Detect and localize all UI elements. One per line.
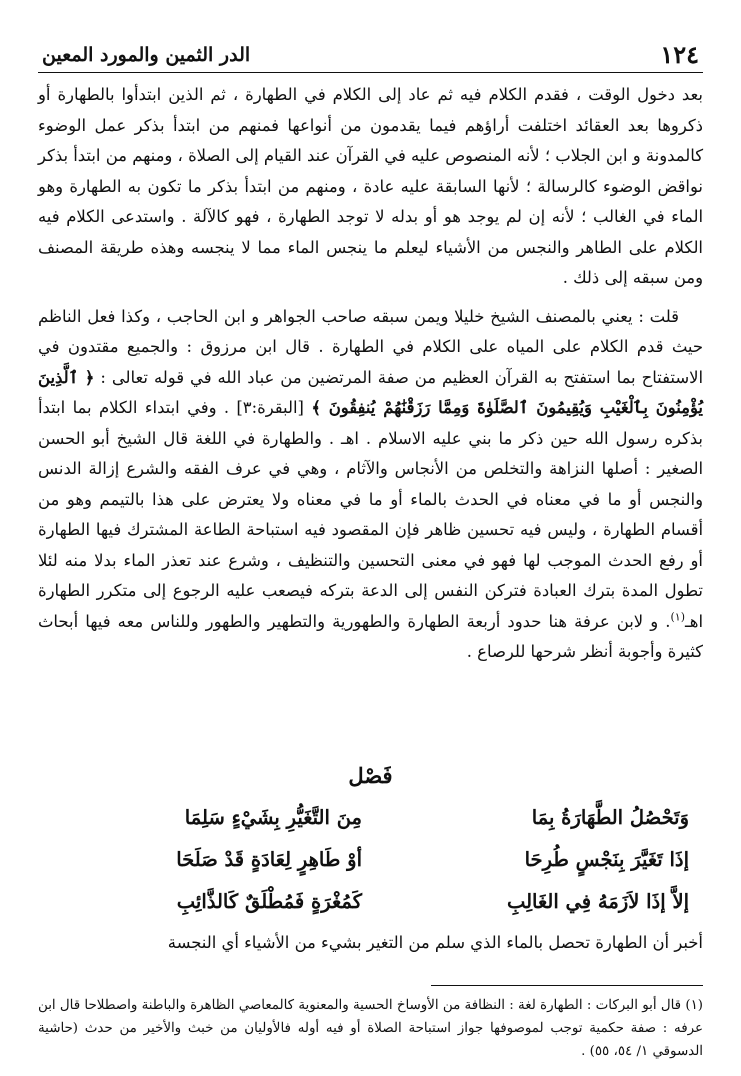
running-title: الدر الثمين والمورد المعين	[42, 44, 251, 66]
verse-second-hemistich: أوْ طَاهِرٍ لِعَادَةٍ قَدْ صَلَحَا	[176, 848, 362, 871]
verse-second-hemistich: كَمُغْرَةٍ فَمُطْلَقٌ كَالذَّائِبِ	[176, 890, 362, 913]
footnote-reference[interactable]: (١)	[670, 610, 685, 624]
poem-verse	[52, 848, 689, 888]
paragraph: بعد دخول الوقت ، فقدم الكلام فيه ثم عاد إلى الكلام في الطهارة ، ثم الذين ابتدأوا بالطهارة أو ذكروها بعد العقائد اختلفت أراؤهم فيما يقدمون من أنواعها فمنهم من ابتدأ بذكر عمل الوضوء كالمدونة و ابن الجلاب ؛ لأنه المنصوص عليه في القرآن عند القيام إلى الصلاة ، ومنهم من ابتدأ بذكر نواقض الوضوء كالرسالة ؛ لأنها السابقة عليه عادة ، ومنهم من ابتدأ بذكر ما تكون به الطهارة وهو الماء في الغالب ؛ لأنه إن لم يوجد هو أو بدله لا توجد الطهارة ، فهو كالآلة . واستدعى الكلام فيه الكلام على الطاهر والنجس من الأشياء ليعلم ما ينجس الماء مما لا ينجسه وهذه طريقة المصنف ومن سبقه إلى ذلك .	[38, 85, 703, 287]
verse-first-hemistich: وَتَحْصُلُ الطَّهَارَةُ بِمَا	[531, 806, 689, 829]
section-heading: فَصْل	[348, 763, 393, 788]
paragraph-text: . و لابن عرفة هنا حدود أربعة الطهارة والطهورية والتطهير والطهور وللناس معه فيها أبحاث كثيرة وأجوبة أنظر شرحها للرصاع .	[38, 611, 703, 661]
verse-second-hemistich: مِنَ التَّغَيُّرِ بِشَيْءٍ سَلِمَا	[184, 806, 362, 829]
explanation-text: أخبر أن الطهارة تحصل بالماء الذي سلم من التغير بشيء من الأشياء أي النجسة	[167, 933, 703, 952]
quran-verse: ﴿ ٱلَّذِينَ يُؤْمِنُونَ بِٱلْغَيْبِ وَيُقِيمُونَ ٱلصَّلَوٰةَ وَمِمَّا رَزَقْنَٰهُمْ يُنفِقُونَ ﴾	[38, 367, 703, 417]
paragraph-text: [البقرة:٣] . وفي ابتداء الكلام بما ابتدأ بذكره رسول الله حين ذكر ما بني عليه الاسلام . اهـ . والطهارة في اللغة قال الشيخ أبو الحسن الصغير : أصلها النزاهة والتخلص من الأنجاس والآثام ، وهي في عرف الفقه والشرع إزالة الدنس والنجس أو ما في معناه في الحدث بالماء أو ما في معناه ولا يعترض على هذا بالتيمم وهو من أقسام الطهارة ، وليس فيه تحسين ظاهر فإن المقصود فيه استباحة الطاعة المشترك فيها الطهارة أو رفع الحدث الموجب لها فهو في معنى التحسين والتنظيف ، وشرع عند تعذر الماء بدلا منه لئلا تطول المدة بترك العبادة فتركن النفس إلى الدعة بتركه فيصعب عليه الرجوع إلى متكرر الطهارة اهـ	[38, 398, 703, 631]
footnote: (١) قال أبو البركات : الطهارة لغة : النظافة من الأوساخ الحسية والمعنوية كالمعاصي الظاهرة والباطنة واصطلاحا قال ابن عرفه : صفة حكمية توجب لموصوفها جواز استباحة الصلاة أو فيه أوله فالأوليان من خبث والأخير من حدث (حاشية الدسوقي ١/ ٥٤، ٥٥) .	[38, 998, 703, 1059]
poem-verse	[52, 806, 689, 846]
verse-first-hemistich: إلاَّ إذَا لاَزَمَهُ فِي الغَالِبِ	[506, 890, 689, 913]
page-number: ١٢٤	[660, 40, 699, 69]
verse-first-hemistich: إذَا تَغَيَّرَ بِنَجْسٍ طُرِحَا	[524, 848, 689, 871]
paragraph-text: قلت : يعني بالمصنف الشيخ خليلا ويمن سبقه صاحب الجواهر و ابن الحاجب ، وكذا فعل الناظم حيث قدم الكلام على المياه على الكلام في الطهارة . قال ابن مرزوق : والجميع مقتدون في الاستفتاح بما استفتح به القرآن العظيم من صفة المرتضين من عباد الله في قوله تعالى :	[38, 306, 704, 387]
main-text	[38, 80, 703, 668]
page-header	[38, 38, 703, 73]
paragraph	[38, 302, 703, 668]
footnote-divider	[431, 985, 703, 986]
poem-verse	[52, 890, 689, 930]
